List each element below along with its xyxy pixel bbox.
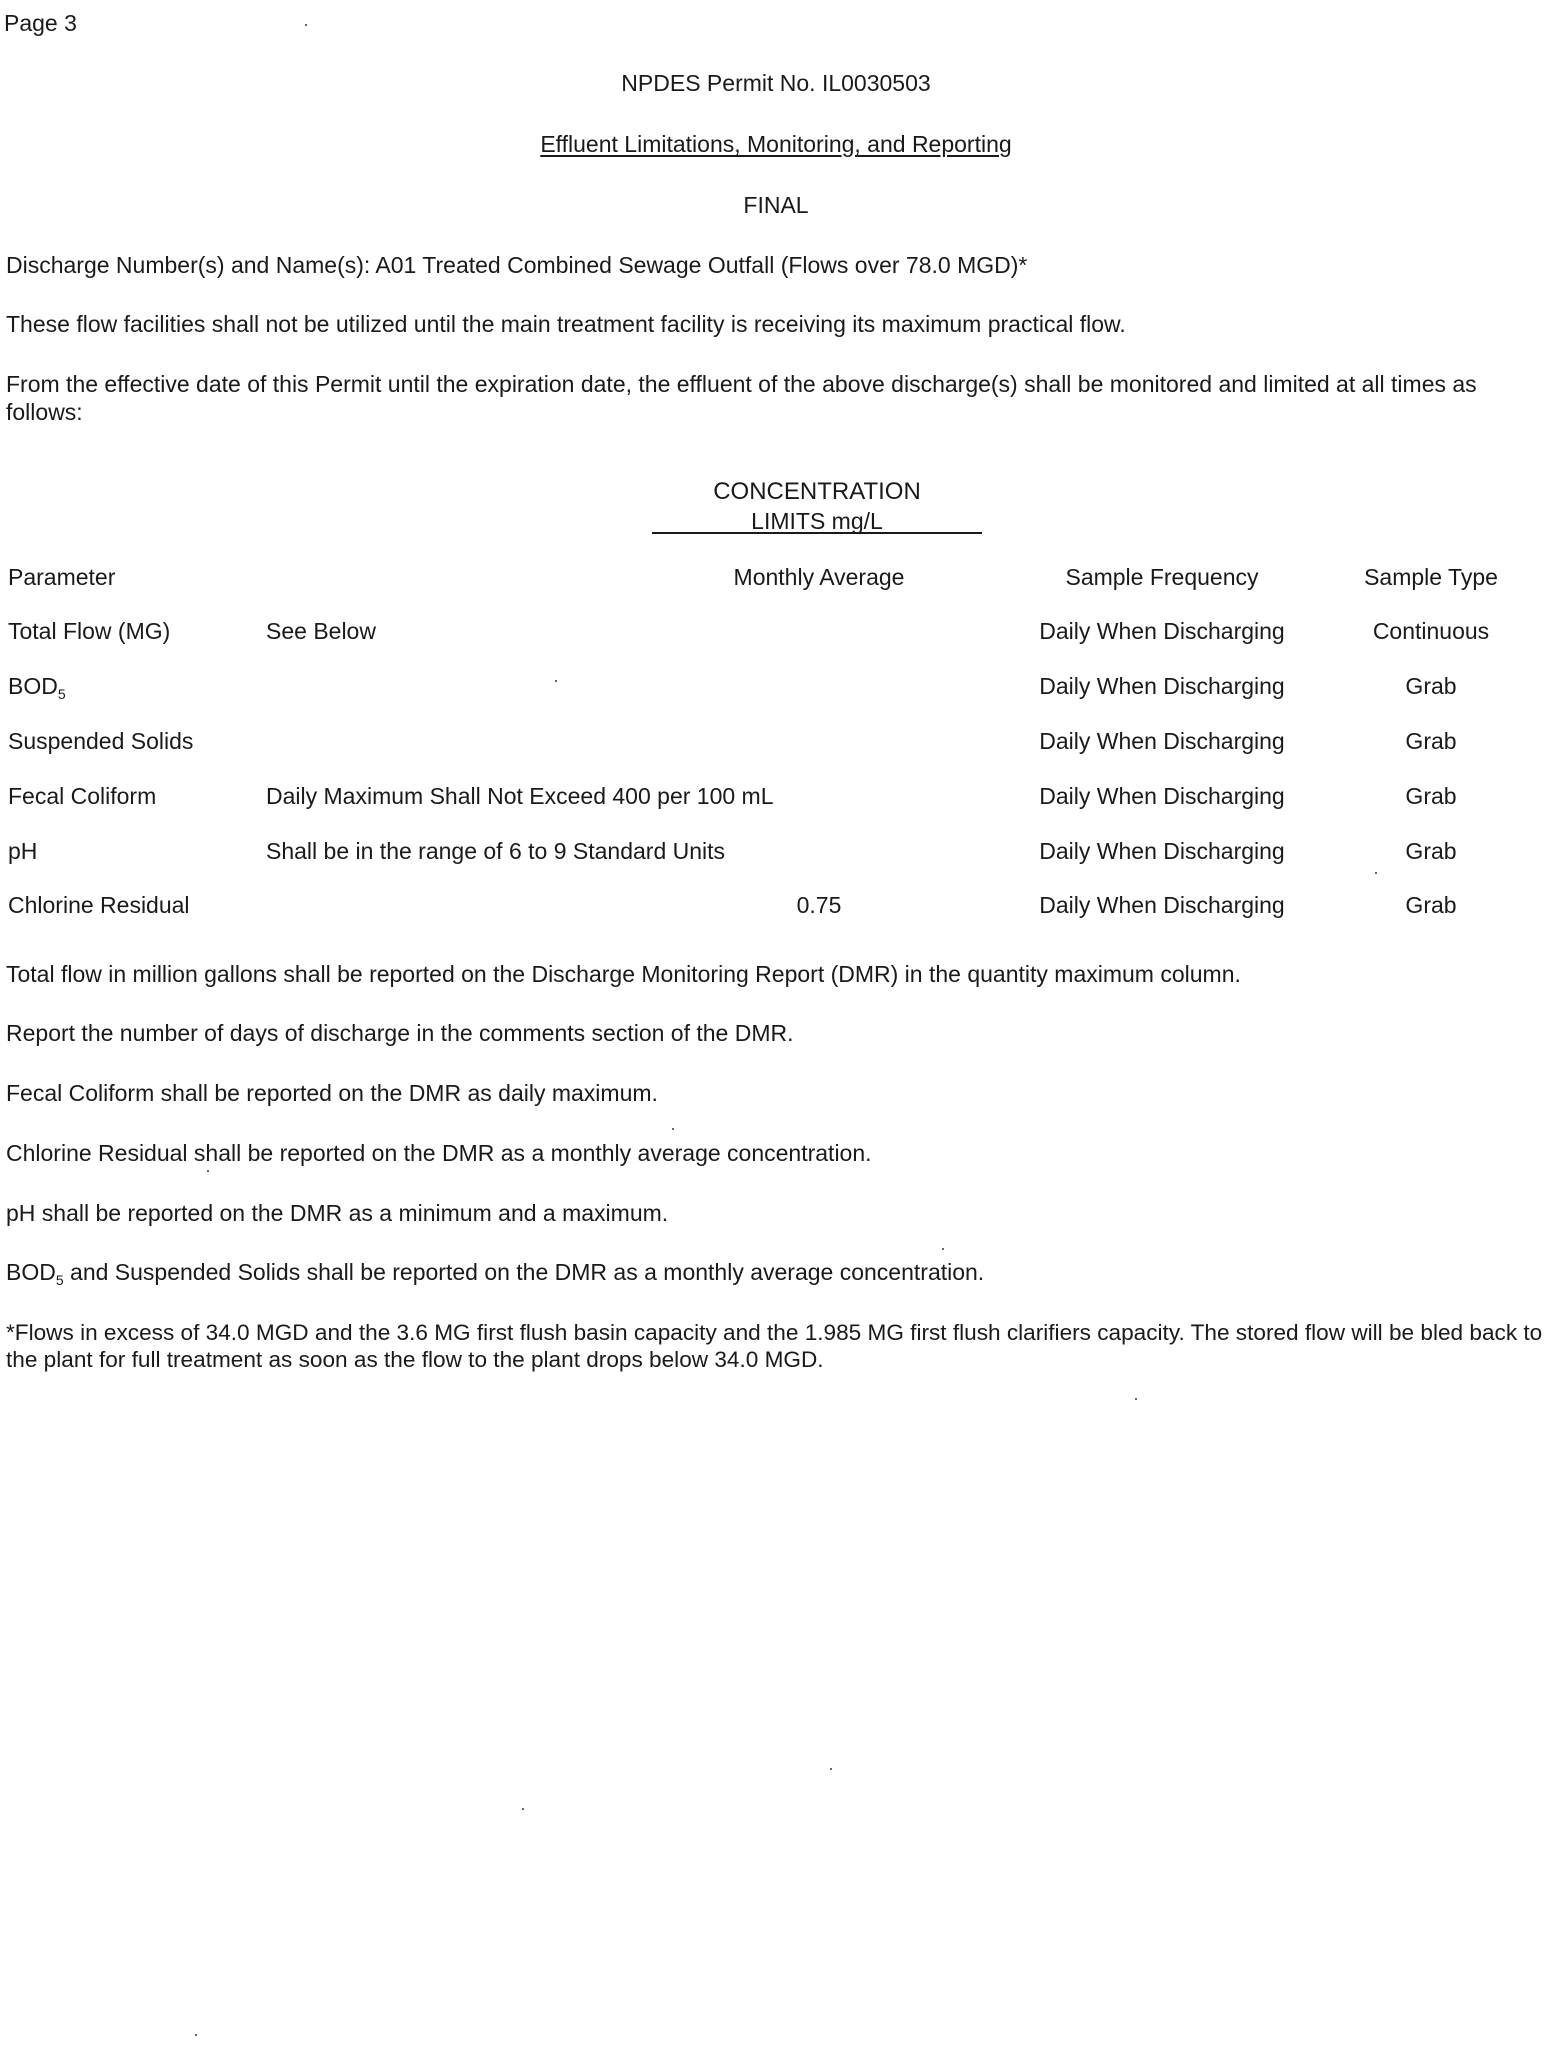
limits-units-heading: LIMITS mg/L bbox=[751, 508, 883, 534]
note-days-of-discharge: Report the number of days of discharge in the comments section of the DMR. bbox=[6, 1020, 794, 1046]
row-sample-frequency: Daily When Discharging bbox=[1039, 838, 1285, 864]
scan-speck bbox=[672, 1128, 674, 1130]
monitoring-statement: From the effective date of this Permit until the expiration date, the effluent of the above discharge(s) shall be monitored and limited at all times as follows: bbox=[6, 371, 1477, 425]
row-description: Shall be in the range of 6 to 9 Standard Units bbox=[266, 838, 726, 864]
section-title: Effluent Limitations, Monitoring, and Reporting bbox=[540, 131, 1012, 157]
row-parameter: Chlorine Residual bbox=[8, 892, 190, 918]
row-sample-type: Grab bbox=[1405, 892, 1457, 918]
note-bod-suspended-solids bbox=[6, 1259, 984, 1287]
column-header-sample-frequency: Sample Frequency bbox=[1065, 564, 1259, 590]
row-sample-frequency: Daily When Discharging bbox=[1039, 673, 1285, 699]
row-sample-type: Grab bbox=[1405, 838, 1457, 864]
concentration-heading: CONCENTRATION bbox=[713, 478, 921, 505]
concentration-rule bbox=[652, 532, 982, 534]
row-parameter: Suspended Solids bbox=[8, 728, 194, 754]
row-description: Daily Maximum Shall Not Exceed 400 per 100 mL bbox=[266, 783, 774, 809]
scan-speck bbox=[1135, 1398, 1137, 1400]
row-description: See Below bbox=[266, 618, 376, 644]
note-bod-label: BOD bbox=[6, 1259, 56, 1285]
column-header-monthly-average: Monthly Average bbox=[733, 564, 905, 590]
scan-speck bbox=[1375, 872, 1377, 874]
scan-speck bbox=[942, 1248, 944, 1250]
parameter-subscript: 5 bbox=[57, 686, 66, 702]
row-monthly-average: 0.75 bbox=[796, 892, 842, 918]
note-ph: pH shall be reported on the DMR as a minimum and a maximum. bbox=[6, 1200, 669, 1226]
row-sample-frequency: Daily When Discharging bbox=[1039, 892, 1285, 918]
row-sample-type: Grab bbox=[1405, 783, 1457, 809]
permit-status: FINAL bbox=[743, 192, 809, 218]
row-parameter bbox=[8, 673, 66, 701]
row-parameter: pH bbox=[8, 838, 38, 864]
scan-speck bbox=[195, 2034, 197, 2036]
row-sample-frequency: Daily When Discharging bbox=[1039, 728, 1285, 754]
note-fecal-coliform: Fecal Coliform shall be reported on the DMR as daily maximum. bbox=[6, 1080, 658, 1106]
scan-speck bbox=[305, 24, 307, 26]
scan-speck bbox=[207, 1170, 209, 1172]
row-parameter: Total Flow (MG) bbox=[8, 618, 171, 644]
row-sample-frequency: Daily When Discharging bbox=[1039, 618, 1285, 644]
footnote-flows: *Flows in excess of 34.0 MGD and the 3.6 MG first flush basin capacity and the 1.985 MG first flush clarifiers capacity. The stored flow will be bled back to the plant for full treatment as soon as the flow to the plant drops below 34.0 MGD. bbox=[6, 1320, 1543, 1373]
scan-speck bbox=[555, 680, 557, 682]
utilization-note: These flow facilities shall not be utilized until the main treatment facility is receiving its maximum practical flow. bbox=[6, 311, 1126, 337]
row-sample-type: Grab bbox=[1405, 673, 1457, 699]
column-header-sample-type: Sample Type bbox=[1364, 564, 1498, 590]
row-sample-frequency: Daily When Discharging bbox=[1039, 783, 1285, 809]
note-chlorine-residual: Chlorine Residual shall be reported on the DMR as a monthly average concentration. bbox=[6, 1140, 872, 1166]
page-number: Page 3 bbox=[4, 10, 77, 36]
row-sample-type: Continuous bbox=[1372, 618, 1490, 644]
discharge-name-line: Discharge Number(s) and Name(s): A01 Treated Combined Sewage Outfall (Flows over 78.0 MGD)* bbox=[6, 252, 1028, 278]
note-total-flow: Total flow in million gallons shall be reported on the Discharge Monitoring Report (DMR) in the quantity maximum column. bbox=[6, 961, 1241, 987]
note-bod-subscript: 5 bbox=[55, 1272, 64, 1288]
scan-speck bbox=[522, 1808, 524, 1810]
scan-speck bbox=[830, 1768, 832, 1770]
permit-number: NPDES Permit No. IL0030503 bbox=[621, 70, 931, 96]
row-sample-type: Grab bbox=[1405, 728, 1457, 754]
column-header-parameter: Parameter bbox=[8, 564, 116, 590]
parameter-name: BOD bbox=[8, 673, 58, 699]
row-parameter: Fecal Coliform bbox=[8, 783, 157, 809]
note-bod-text: and Suspended Solids shall be reported on the DMR as a monthly average concentration. bbox=[63, 1259, 985, 1285]
